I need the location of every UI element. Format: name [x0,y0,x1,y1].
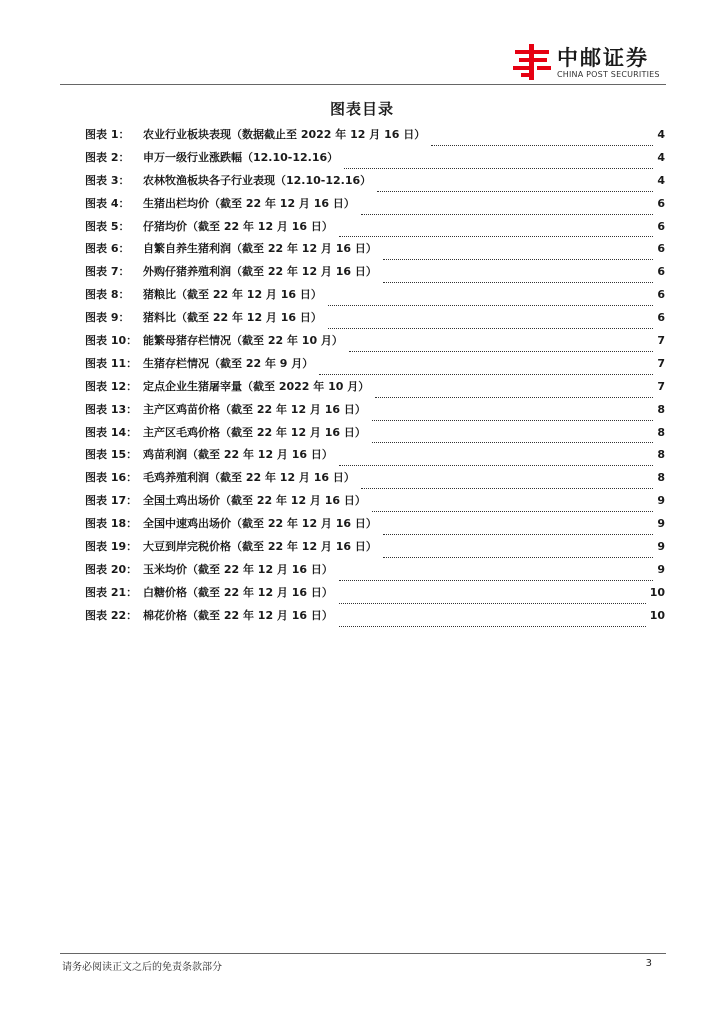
toc-entry-page: 6 [657,219,665,233]
toc-entry-page: 9 [657,540,665,554]
toc-entry-page: 4 [657,173,665,187]
toc-entry-title: 农业行业板块表现（数据截止至 2022 年 12 月 16 日） [143,128,426,141]
toc-dot-leader [339,603,646,604]
toc-entry-title: 猪粮比（截至 22 年 12 月 16 日） [143,288,322,302]
toc-dot-leader [375,397,653,398]
toc-entry-page: 6 [657,265,665,279]
logo-chinese-name: 中邮证券 [557,46,649,70]
toc-entry[interactable] [85,332,665,355]
company-logo [513,42,673,82]
toc-entry[interactable] [85,126,665,149]
toc-entry-page: 10 [649,608,665,622]
toc-dot-leader [372,420,653,421]
toc-entry-title: 外购仔猪养殖利润（截至 22 年 12 月 16 日） [143,265,377,279]
toc-entry-page: 10 [649,585,665,599]
toc-entry[interactable] [85,515,665,538]
toc-entry-page: 8 [657,448,665,462]
toc-entry-title: 毛鸡养殖利润（截至 22 年 12 月 16 日） [143,471,355,485]
header-divider [60,84,666,85]
toc-entry-label: 图表 10： [85,334,138,348]
toc-entry-title: 棉花价格（截至 22 年 12 月 16 日） [143,608,333,622]
toc-entry-title: 玉米均价（截至 22 年 12 月 16 日） [143,562,333,576]
page-number: 3 [645,958,652,969]
toc-entry-page: 7 [657,334,665,348]
toc-entry-label: 图表 19： [85,540,138,554]
toc-entry-page: 4 [657,150,665,164]
toc-entry[interactable] [85,286,665,309]
toc-dot-leader [361,214,653,215]
toc-entry-page: 8 [657,402,665,416]
toc-entry[interactable] [85,218,665,241]
toc-entry-page: 6 [657,242,665,256]
toc-entry-title: 生猪出栏均价（截至 22 年 12 月 16 日） [143,196,355,210]
toc-entry-label: 图表 7： [85,265,130,279]
toc-entry[interactable] [85,378,665,401]
footer-disclaimer: 请务必阅读正文之后的免责条款部分 [62,962,222,973]
toc-entry-title: 主产区毛鸡价格（截至 22 年 12 月 16 日） [143,425,366,439]
toc-dot-leader [361,488,653,489]
toc-entry-page: 7 [657,379,665,393]
toc-entry-title: 能繁母猪存栏情况（截至 22 年 10 月） [143,334,343,348]
toc-entry-label: 图表 15： [85,448,138,462]
table-of-figures [85,126,665,630]
toc-title: 图表目录 [329,100,394,118]
toc-entry[interactable] [85,309,665,332]
toc-entry-label: 图表 18： [85,517,138,531]
toc-dot-leader [339,465,653,466]
logo-english-name: CHINA POST SECURITIES [557,70,660,79]
toc-entry-label: 图表 4： [85,196,130,210]
toc-entry-label: 图表 20： [85,562,138,576]
toc-entry-page: 6 [657,311,665,325]
toc-entry-page: 4 [657,128,665,141]
toc-entry-label: 图表 12： [85,379,138,393]
toc-entry-title: 自繁自养生猪利润（截至 22 年 12 月 16 日） [143,242,377,256]
toc-entry-page: 8 [657,425,665,439]
toc-entry-page: 6 [657,288,665,302]
toc-entry-title: 仔猪均价（截至 22 年 12 月 16 日） [143,219,333,233]
toc-entry[interactable] [85,424,665,447]
toc-entry-label: 图表 3： [85,173,130,187]
toc-entry-title: 白糖价格（截至 22 年 12 月 16 日） [143,585,333,599]
toc-entry-label: 图表 5： [85,219,130,233]
toc-dot-leader [372,511,653,512]
toc-entry-page: 7 [657,356,665,370]
toc-dot-leader [377,191,653,192]
toc-entry[interactable] [85,172,665,195]
toc-entry-label: 图表 16： [85,471,138,485]
toc-entry-page: 8 [657,471,665,485]
toc-entry-label: 图表 14： [85,425,138,439]
toc-dot-leader [383,534,653,535]
toc-entry[interactable] [85,195,665,218]
toc-dot-leader [339,626,646,627]
footer-divider [60,953,666,954]
toc-entry-label: 图表 21： [85,585,138,599]
toc-entry-page: 6 [657,196,665,210]
toc-entry-label: 图表 6： [85,242,130,256]
toc-dot-leader [328,328,653,329]
toc-entry-title: 猪料比（截至 22 年 12 月 16 日） [143,311,322,325]
toc-entry[interactable] [85,584,665,607]
toc-dot-leader [383,259,653,260]
toc-entry[interactable] [85,492,665,515]
toc-dot-leader [349,351,653,352]
toc-entry[interactable] [85,263,665,286]
china-post-logo-icon [513,44,553,80]
toc-entry[interactable] [85,446,665,469]
toc-dot-leader [372,442,653,443]
toc-entry-title: 全国土鸡出场价（截至 22 年 12 月 16 日） [143,494,366,508]
toc-entry-title: 生猪存栏情况（截至 22 年 9 月） [143,356,314,370]
toc-entry-title: 大豆到岸完税价格（截至 22 年 12 月 16 日） [143,540,377,554]
toc-entry[interactable] [85,469,665,492]
toc-entry-title: 农林牧渔板块各子行业表现（12.10-12.16） [143,173,372,187]
toc-dot-leader [339,236,653,237]
toc-dot-leader [383,282,653,283]
toc-entry-label: 图表 11： [85,356,138,370]
toc-dot-leader [344,168,653,169]
toc-dot-leader [328,305,653,306]
toc-dot-leader [431,145,653,146]
toc-entry-title: 定点企业生猪屠宰量（截至 2022 年 10 月） [143,379,370,393]
toc-entry[interactable] [85,240,665,263]
toc-entry-title: 全国中速鸡出场价（截至 22 年 12 月 16 日） [143,517,377,531]
toc-dot-leader [383,557,653,558]
toc-entry-page: 9 [657,517,665,531]
toc-entry[interactable] [85,355,665,378]
toc-entry-label: 图表 9： [85,311,130,325]
toc-dot-leader [319,374,653,375]
toc-entry-label: 图表 22： [85,608,138,622]
toc-entry-page: 9 [657,562,665,576]
toc-entry-page: 9 [657,494,665,508]
toc-dot-leader [339,580,653,581]
toc-entry-title: 申万一级行业涨跌幅（12.10-12.16） [143,150,339,164]
toc-entry-label: 图表 1： [85,128,130,141]
toc-entry[interactable] [85,607,665,630]
toc-entry-title: 鸡苗利润（截至 22 年 12 月 16 日） [143,448,333,462]
toc-entry-label: 图表 17： [85,494,138,508]
toc-entry[interactable] [85,538,665,561]
toc-entry[interactable] [85,401,665,424]
toc-entry-title: 主产区鸡苗价格（截至 22 年 12 月 16 日） [143,402,366,416]
toc-entry[interactable] [85,149,665,172]
toc-entry[interactable] [85,561,665,584]
toc-entry-label: 图表 8： [85,288,130,302]
toc-entry-label: 图表 13： [85,402,138,416]
toc-entry-label: 图表 2： [85,150,130,164]
